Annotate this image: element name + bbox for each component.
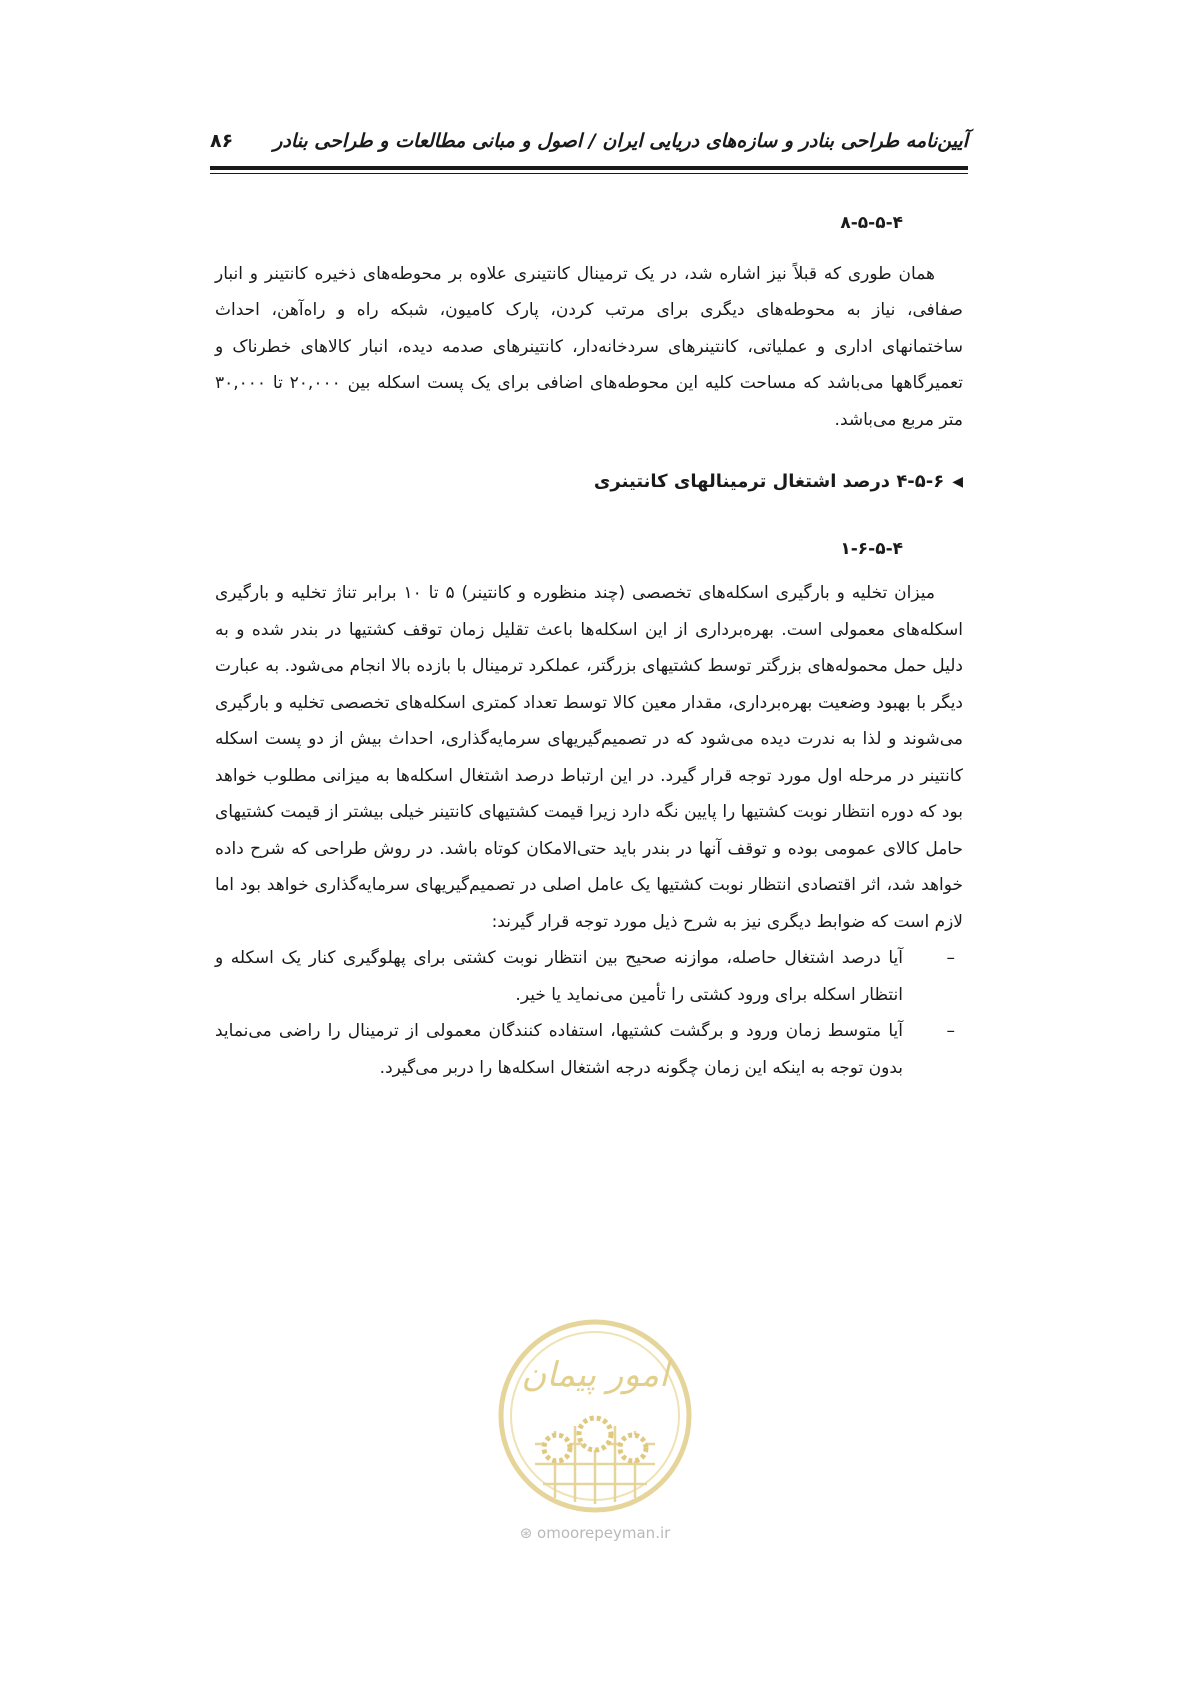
watermark-logo	[495, 1316, 695, 1516]
body-content	[215, 205, 963, 1086]
globe-icon: ⊛	[519, 1524, 533, 1542]
arrow-bullet-icon: ◀	[952, 474, 963, 490]
section-number-8: ۸-۵-۵-۴	[840, 213, 903, 233]
subsection-number-1: ۱-۶-۵-۴	[840, 538, 903, 559]
running-header	[210, 130, 968, 160]
dash-bullet-icon: –	[946, 1021, 955, 1041]
list-item	[215, 1013, 963, 1086]
list-item	[215, 940, 963, 1013]
bullet-text: آیا درصد اشتغال حاصله، موازنه صحیح بین انتظار نوبت کشتی برای پهلوگیری کنار یک اسکله و انتظار اسکله برای ورود کشتی را تأمین می‌نماید یا خیر.	[215, 948, 903, 1005]
paragraph-8: همان طوری که قبلاً نیز اشاره شد، در یک ترمینال کانتینری علاوه بر محوطه‌های ذخیره کانتینر و انبار صفافی، نیاز به محوطه‌های دیگری برای مرتب کردن، پارک کامیون، شبکه راه و راه‌آهن، احداث ساختمانهای اداری و عملیاتی، کانتینرهای سردخانه‌دار، کانتینرهای صدمه دیده، انبار کالاهای خطرناک و تعمیرگاهها می‌باشد که مساحت کلیه این محوطه‌های اضافی برای یک پست اسکله بین ۲۰,۰۰۰ تا ۳۰,۰۰۰ متر مربع می‌باشد.	[215, 263, 963, 430]
watermark-url	[470, 1524, 720, 1542]
watermark-logo-text: امور پیمان	[521, 1355, 669, 1395]
header-rule-thick	[210, 166, 968, 170]
section-heading-6	[215, 464, 963, 501]
header-rule-thin	[210, 173, 968, 174]
page-number: ۸۶	[210, 130, 234, 152]
header-title: آیین‌نامه طراحی بنادر و سازه‌های دریایی ایران / اصول و مبانی مطالعات و طراحی بنادر	[273, 130, 968, 152]
bullet-list	[215, 940, 963, 1086]
bullet-text: آیا متوسط زمان ورود و برگشت کشتیها، استفاده کنندگان معمولی از ترمینال را راضی می‌نماید بدون توجه به اینکه این زمان چگونه درجه اشتغال اسکله‌ها را دربر می‌گیرد.	[215, 1021, 903, 1078]
paragraph-6-1: میزان تخلیه و بارگیری اسکله‌های تخصصی (چند منظوره و کانتینر) ۵ تا ۱۰ برابر تناژ تخلیه و بارگیری اسکله‌های معمولی است. بهره‌برداری از این اسکله‌ها باعث تقلیل زمان توقف کشتیها در بندر شده و به دلیل حمل محموله‌های بزرگتر توسط کشتیهای بزرگتر، عملکرد ترمینال با بازده بالا انجام می‌شود. به عبارت دیگر با بهبود وضعیت بهره‌برداری، مقدار معین کالا توسط تعداد کمتری اسکله‌های تخصصی تخلیه و بارگیری می‌شوند و لذا به ندرت دیده می‌شود که در تصمیم‌گیریهای سرمایه‌گذاری، احداث بیش از دو پست اسکله کانتینر در مرحله اول مورد توجه قرار گیرد. در این ارتباط درصد اشتغال اسکله‌ها به میزانی مطلوب خواهد بود که دوره انتظار نوبت کشتیها را پایین نگه دارد زیرا قیمت کشتیهای کانتینر خیلی بیشتر از قیمت کشتیهای حامل کالای عمومی بوده و توقف آنها در بندر باید حتی‌الامکان کوتاه باشد. در روش طراحی که شرح داده خواهد شد، اثر اقتصادی انتظار نوبت کشتیها یک عامل اصلی در تصمیم‌گیریهای سرمایه‌گذاری خواهد بود اما لازم است که ضوابط دیگری نیز به شرح ذیل مورد توجه قرار گیرند:	[215, 583, 963, 932]
section-heading-text: ۴-۵-۶ درصد اشتغال ترمینالهای کانتینری	[593, 471, 945, 492]
watermark-url-text: omoorepeyman.ir	[537, 1524, 671, 1542]
dash-bullet-icon: –	[946, 948, 955, 968]
